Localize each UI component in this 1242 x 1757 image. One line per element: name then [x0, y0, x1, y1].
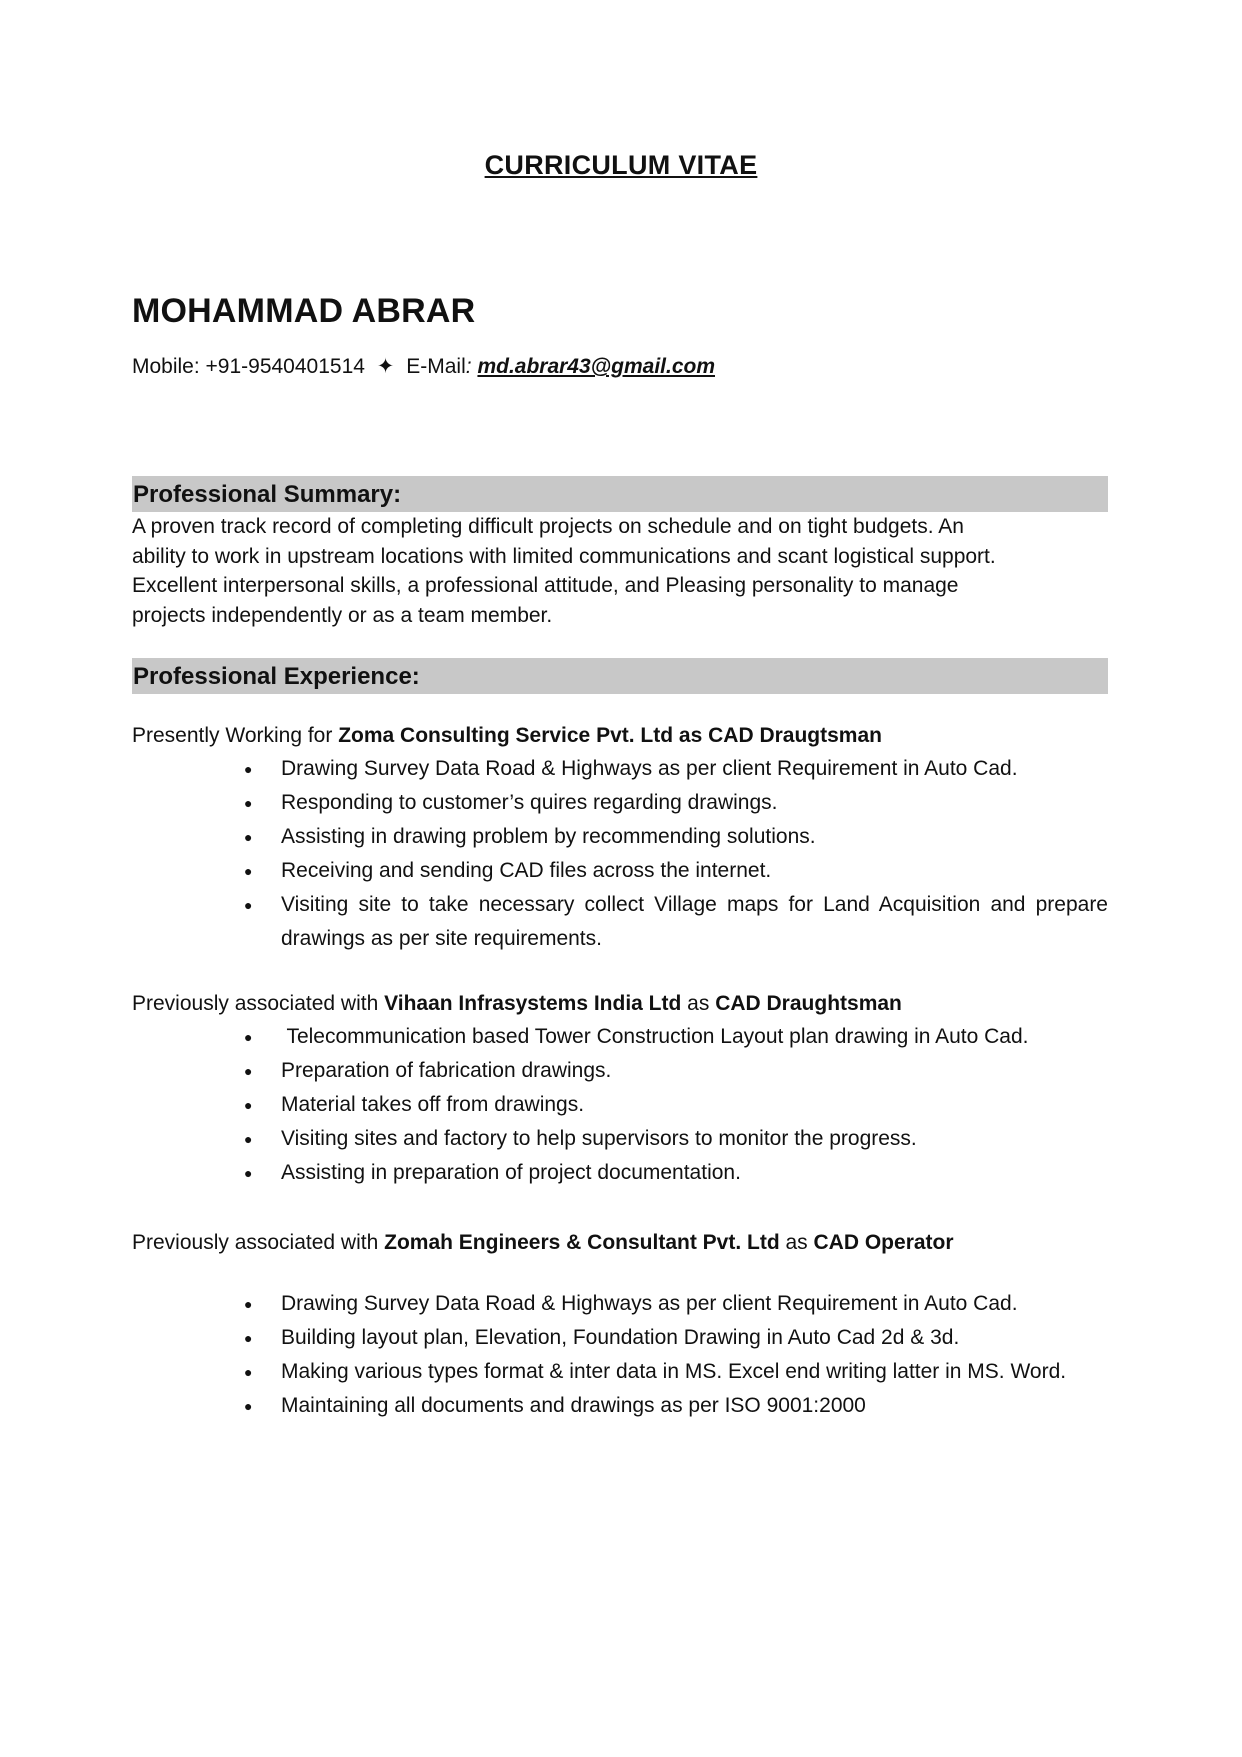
- duty-text: Assisting in drawing problem by recommending solutions.: [281, 825, 816, 848]
- summary-line: ability to work in upstream locations with limited communications and scant logistical support.: [132, 544, 996, 568]
- duty-text: Telecommunication based Tower Construction Layout plan drawing in Auto Cad.: [281, 1025, 1029, 1048]
- document-title: CURRICULUM VITAE: [484, 150, 758, 180]
- duty-item: [132, 1122, 1108, 1156]
- summary-line: projects independently or as a team member.: [132, 603, 553, 627]
- duty-text: Responding to customer’s quires regarding drawings.: [281, 791, 778, 814]
- job-entry-vihaan: [132, 988, 1108, 1190]
- job-prefix: Previously associated with: [132, 992, 385, 1015]
- duty-item: [132, 1287, 1108, 1321]
- duty-list: [132, 1020, 1108, 1190]
- duty-item: [132, 752, 1108, 786]
- bullet-icon: ●: [244, 1296, 253, 1312]
- email-label: E-Mail: [406, 355, 466, 378]
- bullet-icon: ●: [244, 1364, 253, 1380]
- job-role: CAD Draugtsman: [708, 724, 882, 747]
- bullet-icon: ●: [244, 1398, 253, 1414]
- job-intro: [132, 720, 1108, 752]
- job-connector: as: [673, 724, 709, 747]
- duty-item: [132, 1389, 1108, 1423]
- bullet-icon: ●: [244, 897, 253, 913]
- candidate-name: MOHAMMAD ABRAR: [132, 292, 476, 330]
- bullet-icon: ●: [244, 863, 253, 879]
- summary-line: Excellent interpersonal skills, a professional attitude, and Pleasing personality to manage: [132, 574, 959, 597]
- duty-text: Drawing Survey Data Road & Highways as per client Requirement in Auto Cad.: [281, 1292, 1018, 1315]
- duty-text: Receiving and sending CAD files across the internet.: [281, 859, 772, 882]
- bullet-icon: ●: [244, 1063, 253, 1079]
- duty-text: Visiting site to take necessary collect Village maps for Land Acquisition and prepare drawings as per site requirements.: [281, 893, 1108, 950]
- spacer: [132, 1259, 1108, 1287]
- email-link[interactable]: md.abrar43@gmail.com: [477, 355, 715, 378]
- duty-text: Drawing Survey Data Road & Highways as per client Requirement in Auto Cad.: [281, 757, 1018, 780]
- job-prefix: Previously associated with: [132, 1231, 385, 1254]
- summary-text: [132, 512, 1108, 630]
- company-name: Zoma Consulting Service Pvt. Ltd: [338, 724, 674, 747]
- job-role: CAD Operator: [813, 1231, 954, 1254]
- mobile-label: Mobile:: [132, 355, 206, 378]
- contact-line: [132, 354, 715, 379]
- duty-item: [132, 1321, 1108, 1355]
- job-entry-zoma: [132, 720, 1108, 956]
- job-entry-zomah: [132, 1227, 1108, 1423]
- summary-line: A proven track record of completing difficult projects on schedule and on tight budgets. An: [132, 515, 964, 538]
- duty-text: Preparation of fabrication drawings.: [281, 1059, 612, 1082]
- duty-list: [132, 1287, 1108, 1423]
- job-connector: as: [779, 1231, 814, 1254]
- duty-item: [132, 1156, 1108, 1190]
- company-name: Vihaan Infrasystems India Ltd: [384, 992, 682, 1015]
- duty-item: [132, 1054, 1108, 1088]
- email-colon: :: [465, 355, 478, 378]
- duty-text: Assisting in preparation of project documentation.: [281, 1161, 741, 1184]
- job-intro: [132, 988, 1108, 1020]
- job-connector: as: [681, 992, 716, 1015]
- bullet-icon: ●: [244, 829, 253, 845]
- duty-item: [132, 854, 1108, 888]
- duty-text: Maintaining all documents and drawings as per ISO 9001:2000: [281, 1394, 866, 1417]
- mobile-number: +91-9540401514: [205, 355, 365, 378]
- bullet-icon: ●: [244, 1165, 253, 1181]
- duty-text: Material takes off from drawings.: [281, 1093, 585, 1116]
- duty-item: [132, 888, 1108, 956]
- bullet-icon: ●: [244, 1029, 253, 1045]
- job-role: CAD Draughtsman: [715, 992, 902, 1015]
- duty-item: [132, 1355, 1108, 1389]
- bullet-icon: ●: [244, 1131, 253, 1147]
- duty-item: [132, 786, 1108, 820]
- duty-text: Visiting sites and factory to help supervisors to monitor the progress.: [281, 1127, 917, 1150]
- duty-item: [132, 820, 1108, 854]
- bullet-icon: ●: [244, 1097, 253, 1113]
- duty-list: [132, 752, 1108, 956]
- bullet-icon: ●: [244, 795, 253, 811]
- duty-text: Building layout plan, Elevation, Foundation Drawing in Auto Cad 2d & 3d.: [281, 1326, 960, 1349]
- summary-heading: Professional Summary:: [132, 476, 1108, 512]
- job-intro: [132, 1227, 1108, 1259]
- job-prefix: Presently Working for: [132, 724, 339, 747]
- experience-heading: Professional Experience:: [132, 658, 1108, 694]
- bullet-icon: ●: [244, 1330, 253, 1346]
- separator-star-icon: ✦: [376, 355, 395, 378]
- duty-item: [132, 1020, 1108, 1054]
- duty-item: [132, 1088, 1108, 1122]
- company-name: Zomah Engineers & Consultant Pvt. Ltd: [384, 1231, 780, 1254]
- duty-text: Making various types format & inter data in MS. Excel end writing latter in MS. Word.: [281, 1360, 1067, 1383]
- bullet-icon: ●: [244, 761, 253, 777]
